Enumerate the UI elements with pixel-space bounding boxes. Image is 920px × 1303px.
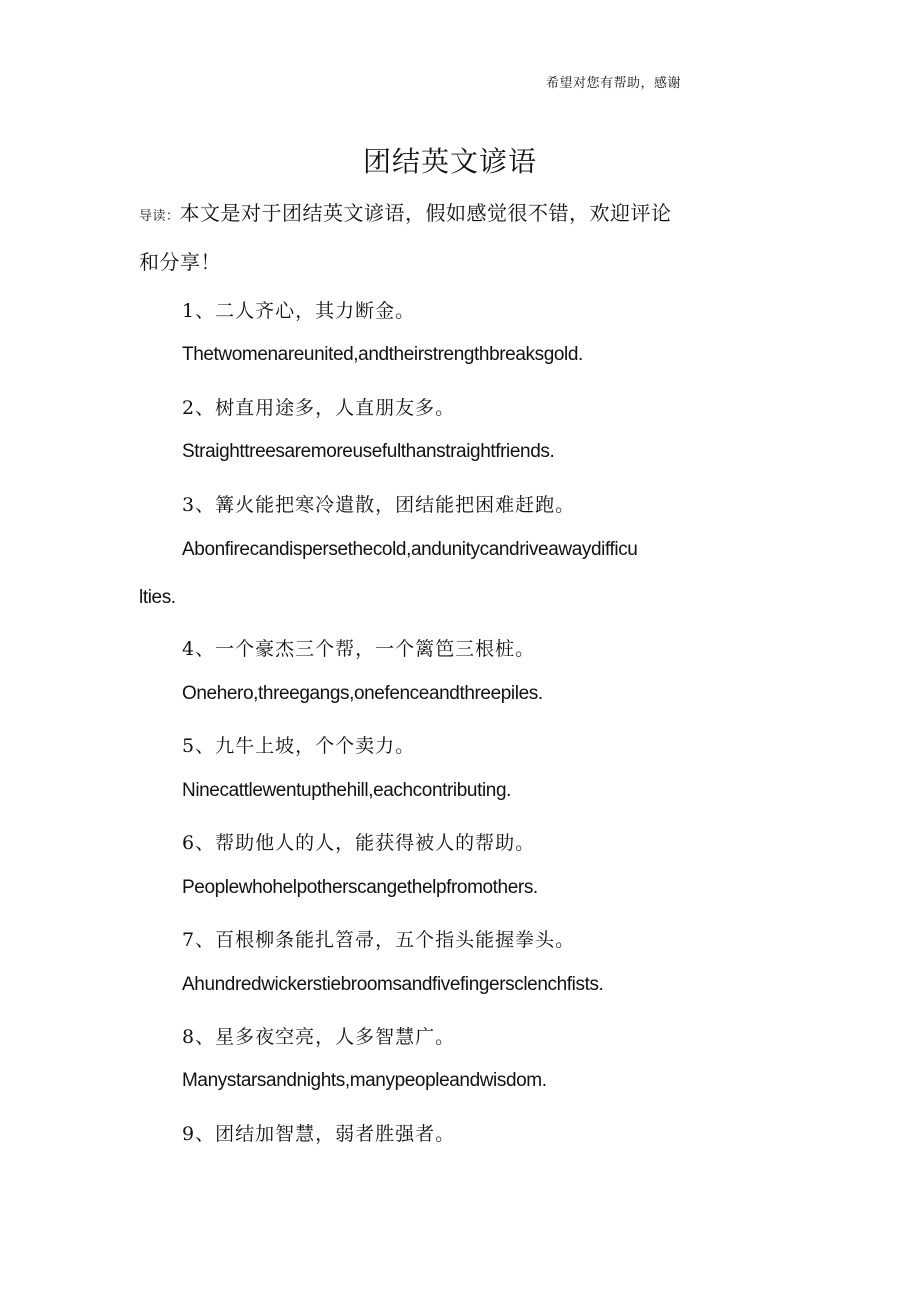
proverb-6-chinese: 6、帮助他人的人，能获得被人的帮助。: [182, 832, 536, 854]
proverb-2-chinese: 2、树直用途多，人直朋友多。: [182, 397, 456, 419]
proverb-4-english: Onehero,threegangs,onefenceandthreepiles.: [182, 683, 543, 704]
proverb-8-chinese: 8、星多夜空亮，人多智慧广。: [182, 1026, 456, 1048]
intro-line-2: 和分享！: [139, 250, 221, 274]
proverb-5-english: Ninecattlewentupthehill,eachcontributing.: [182, 780, 511, 801]
proverb-2-english: Straighttreesaremoreusefulthanstraightfriends.: [182, 441, 555, 462]
proverb-3-english-continued: lties.: [139, 587, 176, 608]
intro-text-1: 本文是对于团结英文谚语，假如感觉很不错，欢迎评论: [179, 201, 672, 225]
proverb-3-chinese: 3、篝火能把寒冷遣散，团结能把困难赶跑。: [182, 494, 576, 516]
header-note: 希望对您有帮助，感谢: [546, 76, 682, 91]
page-title: 团结英文谚语: [362, 145, 537, 178]
proverb-7-chinese: 7、百根柳条能扎笤帚，五个指头能握拳头。: [182, 929, 576, 951]
proverb-8-english: Manystarsandnights,manypeopleandwisdom.: [182, 1070, 547, 1091]
intro-label: 导读：: [139, 209, 180, 224]
proverb-9-chinese: 9、团结加智慧，弱者胜强者。: [182, 1123, 456, 1145]
proverb-6-english: Peoplewhohelpotherscangethelpfromothers.: [182, 877, 538, 898]
proverb-5-chinese: 5、九牛上坡，个个卖力。: [182, 735, 416, 757]
proverb-4-chinese: 4、一个豪杰三个帮，一个篱笆三根桩。: [182, 638, 536, 660]
proverb-1-english: Thetwomenareunited,andtheirstrengthbreaksgold.: [182, 344, 583, 365]
intro-line-1: [139, 197, 672, 226]
proverb-3-english: Abonfirecandispersethecold,andunitycandriveawaydifficu: [182, 539, 638, 560]
proverb-1-chinese: 1、二人齐心，其力断金。: [182, 300, 416, 322]
proverb-7-english: Ahundredwickerstiebroomsandfivefingersclenchfists.: [182, 974, 604, 995]
